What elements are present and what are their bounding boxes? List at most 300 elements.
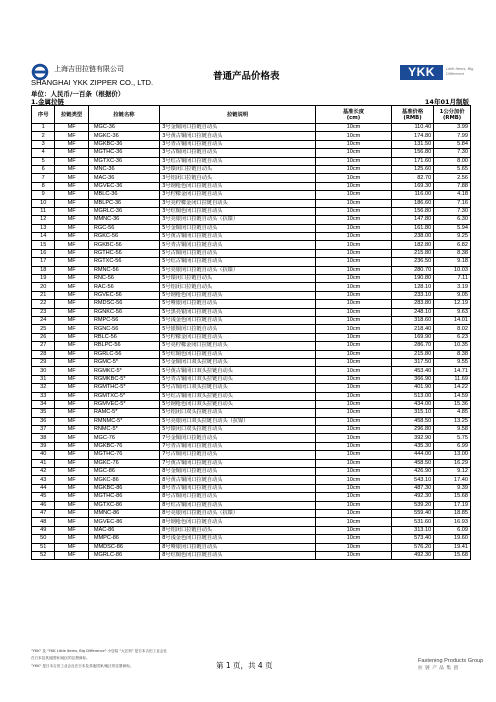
row-length: 10cm <box>316 140 392 148</box>
row-type: MF <box>55 384 88 392</box>
row-add-per-cm: 6.23 <box>434 333 471 341</box>
table-row <box>32 233 471 241</box>
row-description: 3号柠檬金闭口拉链自动头 <box>160 191 316 199</box>
row-add-per-cm: 9.63 <box>434 308 471 316</box>
row-type: MF <box>55 291 88 299</box>
row-add-per-cm: 10.35 <box>434 342 471 350</box>
row-type: MF <box>55 367 88 375</box>
row-number: 46 <box>32 501 55 509</box>
row-price: 280.70 <box>391 266 433 274</box>
row-price: 317.50 <box>391 358 433 366</box>
row-price: 156.80 <box>391 207 433 215</box>
row-price: 82.70 <box>391 174 433 182</box>
row-description: 3号金铜闭口拉链自动头 <box>160 124 316 132</box>
row-type: MF <box>55 518 88 526</box>
row-price: 248.10 <box>391 308 433 316</box>
row-type: MF <box>55 468 88 476</box>
row-price: 576.20 <box>391 543 433 551</box>
row-length: 10cm <box>316 174 392 182</box>
table-row <box>32 124 471 132</box>
row-price: 434.00 <box>391 400 433 408</box>
row-add-per-cm: 18.85 <box>434 509 471 517</box>
row-number: 51 <box>32 543 55 551</box>
table-row <box>32 426 471 434</box>
row-model: MBLC-36 <box>88 191 159 199</box>
row-price: 458.50 <box>391 459 433 467</box>
row-price: 543.10 <box>391 476 433 484</box>
row-add-per-cm: 3.99 <box>434 124 471 132</box>
row-description: 8号青古铜闭口拉链自动头 <box>160 484 316 492</box>
table-row <box>32 459 471 467</box>
table-row <box>32 501 471 509</box>
row-type: MF <box>55 275 88 283</box>
page-title: 普通产品价格表 <box>213 71 280 82</box>
row-price: 435.30 <box>391 442 433 450</box>
row-price: 147.80 <box>391 216 433 224</box>
row-number: 17 <box>32 258 55 266</box>
row-model: MGC-76 <box>88 434 159 442</box>
row-model: RMDSC-56 <box>88 300 159 308</box>
row-model: RGNC-56 <box>88 325 159 333</box>
row-number: 39 <box>32 442 55 450</box>
company-name-cn: 上海吉田拉链有限公司 <box>54 65 124 73</box>
row-price: 169.90 <box>391 333 433 341</box>
row-model: RGRLC-56 <box>88 350 159 358</box>
row-length: 10cm <box>316 182 392 190</box>
row-add-per-cm: 9.12 <box>434 468 471 476</box>
row-description: 3号亮银闭口拉链自动头（抗镍） <box>160 216 316 224</box>
row-add-per-cm: 2.56 <box>434 174 471 182</box>
row-add-per-cm: 9.58 <box>434 426 471 434</box>
row-type: MF <box>55 300 88 308</box>
row-length: 10cm <box>316 384 392 392</box>
row-add-per-cm: 17.40 <box>434 476 471 484</box>
row-add-per-cm: 6.99 <box>434 442 471 450</box>
row-price: 236.50 <box>391 258 433 266</box>
row-description: 5号钢枪色闭口双头拉链自动头 <box>160 400 316 408</box>
row-description: 3号钢枪色闭口拉链自动头 <box>160 182 316 190</box>
row-description: 5号银铜闭口拉链自动头 <box>160 325 316 333</box>
row-type: MF <box>55 233 88 241</box>
row-length: 10cm <box>316 233 392 241</box>
row-type: MF <box>55 551 88 559</box>
row-add-per-cm: 14.22 <box>434 384 471 392</box>
row-length: 10cm <box>316 241 392 249</box>
row-price: 174.80 <box>391 132 433 140</box>
row-price: 128.10 <box>391 283 433 291</box>
row-length: 10cm <box>316 224 392 232</box>
row-model: RGKBC-56 <box>88 241 159 249</box>
row-number: 38 <box>32 434 55 442</box>
table-row <box>32 358 471 366</box>
row-description: 7号古铜闭口拉链自动头 <box>160 451 316 459</box>
row-add-per-cm: 17.19 <box>434 501 471 509</box>
row-number: 33 <box>32 392 55 400</box>
table-row <box>32 409 471 417</box>
row-add-per-cm: 14.01 <box>434 316 471 324</box>
row-model: RAC-56 <box>88 283 159 291</box>
row-price: 110.40 <box>391 124 433 132</box>
row-model: MGTXC-36 <box>88 157 159 165</box>
row-description: 3号亮柠檬金闭口拉链自动头 <box>160 199 316 207</box>
row-description: 5号黑亮银闭口拉链自动头 <box>160 308 316 316</box>
row-number: 7 <box>32 174 55 182</box>
row-price: 125.60 <box>391 165 433 173</box>
row-model: MGC-36 <box>88 124 159 132</box>
row-model: MGKBC-86 <box>88 484 159 492</box>
row-description: 7号金铜闭口拉链自动头 <box>160 434 316 442</box>
row-model: MAC-36 <box>88 174 159 182</box>
table-row <box>32 468 471 476</box>
row-description: 5号钢枪色闭口拉链自动头 <box>160 291 316 299</box>
row-length: 10cm <box>316 316 392 324</box>
row-length: 10cm <box>316 358 392 366</box>
row-length: 10cm <box>316 543 392 551</box>
row-description: 3号黄古铜闭口拉链自动头 <box>160 132 316 140</box>
column-header-length <box>316 106 392 124</box>
row-description: 7号青古铜闭口拉链自动头 <box>160 442 316 450</box>
table-row <box>32 484 471 492</box>
row-length: 10cm <box>316 526 392 534</box>
table-row <box>32 216 471 224</box>
length-header-label: 基准长度 <box>342 108 365 115</box>
row-price: 458.50 <box>391 417 433 425</box>
row-length: 10cm <box>316 124 392 132</box>
row-type: MF <box>55 434 88 442</box>
table-header-row <box>32 106 471 124</box>
row-model: RGMC-5* <box>88 358 159 366</box>
row-description: 3号青古铜闭口拉链自动头 <box>160 140 316 148</box>
row-model: MMDSC-86 <box>88 543 159 551</box>
row-model: MGTHC-76 <box>88 451 159 459</box>
column-header-price <box>391 106 433 124</box>
row-add-per-cm: 12.19 <box>434 300 471 308</box>
row-description: 8号铝闭口拉链自动头 <box>160 526 316 534</box>
row-add-per-cm: 9.55 <box>434 358 471 366</box>
row-length: 10cm <box>316 409 392 417</box>
row-description: 5号柠檬金闭口拉链自动头 <box>160 333 316 341</box>
row-number: 40 <box>32 451 55 459</box>
table-row <box>32 367 471 375</box>
row-length: 10cm <box>316 266 392 274</box>
row-price: 190.80 <box>391 275 433 283</box>
row-length: 10cm <box>316 501 392 509</box>
row-description: 8号红古铜闭口拉链自动头 <box>160 501 316 509</box>
table-row <box>32 493 471 501</box>
table-row <box>32 266 471 274</box>
row-price: 215.80 <box>391 350 433 358</box>
row-model: RNMC-5* <box>88 426 159 434</box>
row-number: 25 <box>32 325 55 333</box>
row-number: 26 <box>32 333 55 341</box>
row-description: 5号青古铜闭口双头拉链自动头 <box>160 375 316 383</box>
row-description: 5号金铜闭口双头拉链自动头 <box>160 358 316 366</box>
table-row <box>32 518 471 526</box>
row-type: MF <box>55 308 88 316</box>
row-type: MF <box>55 392 88 400</box>
row-add-per-cm: 5.84 <box>434 140 471 148</box>
row-length: 10cm <box>316 199 392 207</box>
row-length: 10cm <box>316 157 392 165</box>
row-description: 5号古铜闭口拉链自动头 <box>160 249 316 257</box>
row-price: 186.60 <box>391 199 433 207</box>
row-number: 23 <box>32 308 55 316</box>
row-length: 10cm <box>316 275 392 283</box>
row-number: 52 <box>32 551 55 559</box>
row-number: 15 <box>32 241 55 249</box>
row-length: 10cm <box>316 518 392 526</box>
table-body <box>32 124 471 560</box>
row-number: 10 <box>32 199 55 207</box>
row-number: 43 <box>32 476 55 484</box>
row-price: 233.10 <box>391 291 433 299</box>
row-model: MMNC-86 <box>88 509 159 517</box>
price-table <box>31 105 471 560</box>
row-length: 10cm <box>316 451 392 459</box>
row-number: 50 <box>32 535 55 543</box>
table-row <box>32 325 471 333</box>
row-price: 161.80 <box>391 224 433 232</box>
row-model: MMNC-36 <box>88 216 159 224</box>
row-price: 531.60 <box>391 518 433 526</box>
row-model: RGNKC-56 <box>88 308 159 316</box>
row-description: 8号黄古铜闭口拉链自动头 <box>160 476 316 484</box>
row-add-per-cm: 5.94 <box>434 224 471 232</box>
row-number: 16 <box>32 249 55 257</box>
row-model: MGKBC-76 <box>88 442 159 450</box>
row-number: 2 <box>32 132 55 140</box>
row-add-per-cm: 6.82 <box>434 241 471 249</box>
row-description: 3号铝闭口拉链自动头 <box>160 174 316 182</box>
section-title: 1.金属拉链 <box>31 98 64 106</box>
row-model: MGVEC-86 <box>88 518 159 526</box>
row-model: MMPC-86 <box>88 535 159 543</box>
row-description: 5号浅金色闭口拉链自动头 <box>160 316 316 324</box>
row-type: MF <box>55 124 88 132</box>
row-type: MF <box>55 342 88 350</box>
table-row <box>32 224 471 232</box>
row-price: 218.40 <box>391 325 433 333</box>
row-number: 35 <box>32 409 55 417</box>
table-row <box>32 551 471 559</box>
row-type: MF <box>55 258 88 266</box>
row-model: MGVEC-36 <box>88 182 159 190</box>
row-model: RBLPC-56 <box>88 342 159 350</box>
row-description: 5号红铜色闭口拉链自动头 <box>160 350 316 358</box>
row-price: 315.10 <box>391 409 433 417</box>
row-type: MF <box>55 283 88 291</box>
row-number: 37 <box>32 426 55 434</box>
row-length: 10cm <box>316 400 392 408</box>
row-number: 8 <box>32 182 55 190</box>
row-type: MF <box>55 174 88 182</box>
row-length: 10cm <box>316 325 392 333</box>
row-number: 28 <box>32 350 55 358</box>
row-price: 238.00 <box>391 233 433 241</box>
table-row <box>32 199 471 207</box>
length-header-unit: (cm) <box>346 114 361 121</box>
row-type: MF <box>55 358 88 366</box>
table-row <box>32 157 471 165</box>
row-price: 215.80 <box>391 249 433 257</box>
row-length: 10cm <box>316 132 392 140</box>
row-length: 10cm <box>316 308 392 316</box>
row-length: 10cm <box>316 342 392 350</box>
row-description: 8号哑银闭口拉链自动头 <box>160 543 316 551</box>
table-row <box>32 241 471 249</box>
row-type: MF <box>55 140 88 148</box>
row-model: MGTXC-86 <box>88 501 159 509</box>
table-row <box>32 451 471 459</box>
row-price: 131.50 <box>391 140 433 148</box>
row-model: MGRLC-36 <box>88 207 159 215</box>
row-model: RGMKC-5* <box>88 367 159 375</box>
row-type: MF <box>55 459 88 467</box>
row-type: MF <box>55 316 88 324</box>
row-description: 5号古铜闭口双头拉链自动头 <box>160 384 316 392</box>
table-row <box>32 191 471 199</box>
row-length: 10cm <box>316 350 392 358</box>
row-add-per-cm: 7.16 <box>434 199 471 207</box>
row-type: MF <box>55 409 88 417</box>
row-add-per-cm: 15.36 <box>434 400 471 408</box>
table-row <box>32 207 471 215</box>
table-row <box>32 165 471 173</box>
row-number: 11 <box>32 207 55 215</box>
row-price: 539.20 <box>391 501 433 509</box>
row-number: 42 <box>32 468 55 476</box>
row-price: 392.90 <box>391 434 433 442</box>
row-number: 18 <box>32 266 55 274</box>
row-description: 8号古铜闭口拉链自动头 <box>160 493 316 501</box>
row-model: MGC-86 <box>88 468 159 476</box>
row-price: 492.30 <box>391 551 433 559</box>
row-type: MF <box>55 191 88 199</box>
row-type: MF <box>55 182 88 190</box>
row-model: MGKC-76 <box>88 459 159 467</box>
row-add-per-cm: 13.25 <box>434 417 471 425</box>
brand-slogan: Little Items, Big Difference <box>446 66 474 76</box>
row-length: 10cm <box>316 291 392 299</box>
table-row <box>32 442 471 450</box>
footnote-registered: 在日本及其他国家/地区的注册商标。 <box>31 656 90 660</box>
row-add-per-cm: 16.93 <box>434 518 471 526</box>
row-length: 10cm <box>316 258 392 266</box>
row-number: 20 <box>32 283 55 291</box>
row-price: 487.30 <box>391 484 433 492</box>
footnote-trademark: "YKK" 及 "YKK Little Items, Big Difference" 小包装 "大区别" 是日本吉田工业会社 <box>31 649 168 653</box>
row-type: MF <box>55 400 88 408</box>
row-number: 6 <box>32 165 55 173</box>
row-number: 48 <box>32 518 55 526</box>
per-cm-header-unit: (RMB) <box>442 114 462 121</box>
table-row <box>32 350 471 358</box>
row-description: 8号红铜色闭口拉链自动头 <box>160 551 316 559</box>
row-description: 5号金铜闭口拉链自动头 <box>160 224 316 232</box>
row-type: MF <box>55 501 88 509</box>
row-number: 41 <box>32 459 55 467</box>
table-row <box>32 375 471 383</box>
row-price: 453.40 <box>391 367 433 375</box>
row-number: 31 <box>32 375 55 383</box>
row-type: MF <box>55 442 88 450</box>
row-length: 10cm <box>316 476 392 484</box>
row-add-per-cm: 14.71 <box>434 367 471 375</box>
row-add-per-cm: 9.25 <box>434 233 471 241</box>
row-description: 5号铝闭口双头拉链自动头 <box>160 409 316 417</box>
row-model: MGRLC-86 <box>88 551 159 559</box>
row-model: RGVEC-56 <box>88 291 159 299</box>
row-type: MF <box>55 325 88 333</box>
row-add-per-cm: 6.09 <box>434 526 471 534</box>
row-model: RGMTXC-5* <box>88 392 159 400</box>
row-type: MF <box>55 241 88 249</box>
edition-date: 14年01月制版 <box>424 98 469 106</box>
row-number: 12 <box>32 216 55 224</box>
row-description: 5号亮银闭口双头拉链自动头（抗镍） <box>160 417 316 425</box>
table-row <box>32 283 471 291</box>
row-price: 318.60 <box>391 316 433 324</box>
row-model: MGKBC-36 <box>88 140 159 148</box>
row-price: 169.30 <box>391 182 433 190</box>
row-price: 492.30 <box>391 493 433 501</box>
row-add-per-cm: 16.29 <box>434 459 471 467</box>
row-model: RGMTHC-5* <box>88 384 159 392</box>
row-price: 116.00 <box>391 191 433 199</box>
row-length: 10cm <box>316 249 392 257</box>
row-description: 5号哑银闭口拉链自动头 <box>160 300 316 308</box>
row-type: MF <box>55 165 88 173</box>
row-price: 513.00 <box>391 392 433 400</box>
row-price: 366.90 <box>391 375 433 383</box>
row-description: 5号黄古铜闭口拉链自动头 <box>160 233 316 241</box>
table-row <box>32 140 471 148</box>
row-price: 296.80 <box>391 426 433 434</box>
row-price: 156.80 <box>391 149 433 157</box>
row-add-per-cm: 7.88 <box>434 182 471 190</box>
row-add-per-cm: 6.30 <box>434 216 471 224</box>
row-number: 1 <box>32 124 55 132</box>
footnote-registered-2: "YKK" 是日本吉田工业会社在日本及其他国家/地区的注册商标。 <box>31 664 134 668</box>
row-number: 34 <box>32 400 55 408</box>
row-length: 10cm <box>316 442 392 450</box>
row-model: MGKC-36 <box>88 132 159 140</box>
row-add-per-cm: 19.41 <box>434 543 471 551</box>
row-description: 5号铝闭口拉链自动头 <box>160 283 316 291</box>
row-type: MF <box>55 484 88 492</box>
row-number: 27 <box>32 342 55 350</box>
row-number: 45 <box>32 493 55 501</box>
row-description: 5号镍闭口拉链自动头 <box>160 275 316 283</box>
row-model: MNC-36 <box>88 165 159 173</box>
row-description: 5号青古铜闭口拉链自动头 <box>160 241 316 249</box>
row-length: 10cm <box>316 207 392 215</box>
table-row <box>32 333 471 341</box>
column-header-desc: 拉链说明 <box>160 106 316 124</box>
per-cm-header-label: 1公分加价 <box>439 108 465 115</box>
row-add-per-cm: 7.30 <box>434 207 471 215</box>
row-model: RBLC-56 <box>88 333 159 341</box>
row-add-per-cm: 8.02 <box>434 325 471 333</box>
row-add-per-cm: 13.00 <box>434 451 471 459</box>
table-row <box>32 249 471 257</box>
price-header-unit: (RMB) <box>403 114 422 121</box>
row-type: MF <box>55 535 88 543</box>
row-add-per-cm: 15.68 <box>434 493 471 501</box>
row-type: MF <box>55 543 88 551</box>
row-length: 10cm <box>316 367 392 375</box>
row-model: RGKC-56 <box>88 233 159 241</box>
